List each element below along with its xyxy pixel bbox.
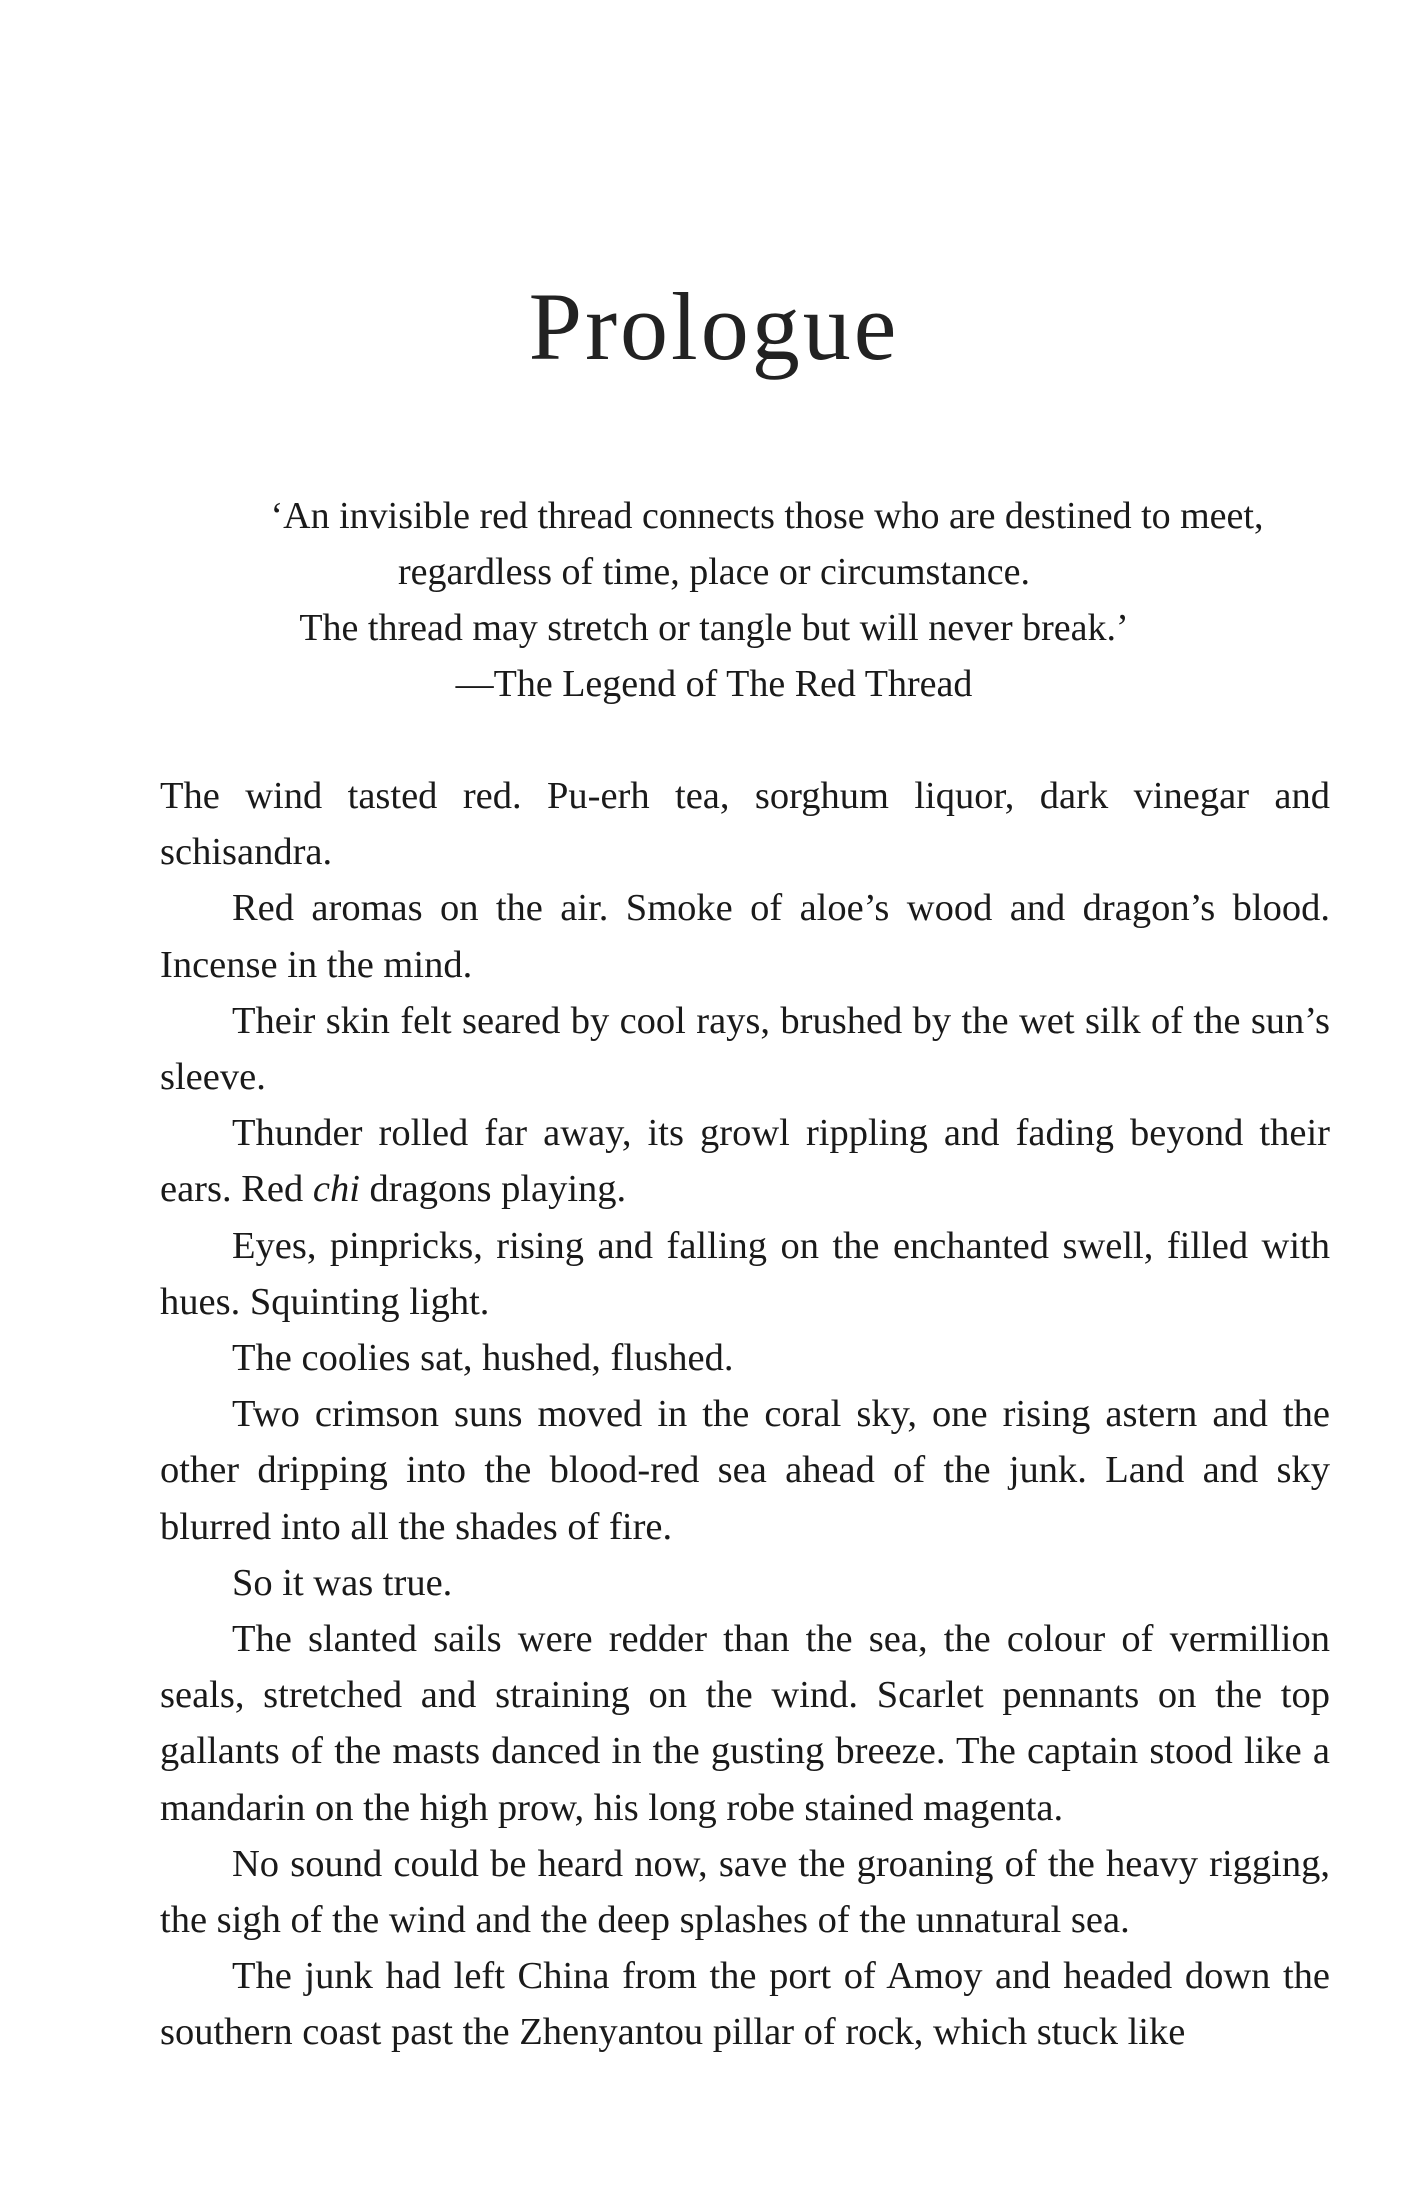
paragraph: The slanted sails were redder than the sea, the colour of vermillion seals, stretched and straining on the wind. Scarlet pennants on the top gallants of the masts danced in the gusting breeze. The captain stood like a mandarin on the high prow, his long robe stained magenta. [160, 1618, 1330, 1829]
paragraph [160, 1105, 1330, 1217]
epigraph [0, 488, 1428, 712]
italic-word: chi [312, 1168, 360, 1211]
epigraph-line: regardless of time, place or circumstance. [398, 551, 1030, 593]
paragraph: So it was true. [232, 1561, 453, 1604]
epigraph-attribution: —The Legend of The Red Thread [455, 663, 973, 705]
paragraph: The coolies sat, hushed, flushed. [232, 1337, 734, 1380]
paragraph: Two crimson suns moved in the coral sky, one rising astern and the other dripping into the blood-red sea ahead of the junk. Land and sky blurred into all the shades of fire. [160, 1393, 1330, 1548]
paragraph-text: dragons playing. [359, 1168, 627, 1211]
paragraph: Eyes, pinpricks, rising and falling on the enchanted swell, filled with hues. Squinting light. [160, 1224, 1330, 1323]
chapter-body [160, 768, 1330, 2061]
paragraph: No sound could be heard now, save the groaning of the heavy rigging, the sigh of the wind and the deep splashes of the unnatural sea. [160, 1842, 1330, 1942]
paragraph: The wind tasted red. Pu-erh tea, sorghum liquor, dark vinegar and schisandra. [160, 775, 1330, 874]
epigraph-line: ‘An invisible red thread connects those who are destined to meet, [270, 495, 1264, 537]
paragraph-text: Thunder rolled far away, its growl rippling and fading beyond their ears. Red [160, 1112, 1330, 1211]
paragraph: The junk had left China from the port of Amoy and headed down the southern coast past the Zhenyantou pillar of rock, which stuck like [160, 1955, 1330, 2054]
chapter-title: Prologue [528, 273, 900, 380]
paragraph: Their skin felt seared by cool rays, brushed by the wet silk of the sun’s sleeve. [160, 999, 1330, 1099]
epigraph-line: The thread may stretch or tangle but will never break.’ [299, 607, 1129, 649]
paragraph: Red aromas on the air. Smoke of aloe’s wood and dragon’s blood. Incense in the mind. [160, 887, 1330, 986]
